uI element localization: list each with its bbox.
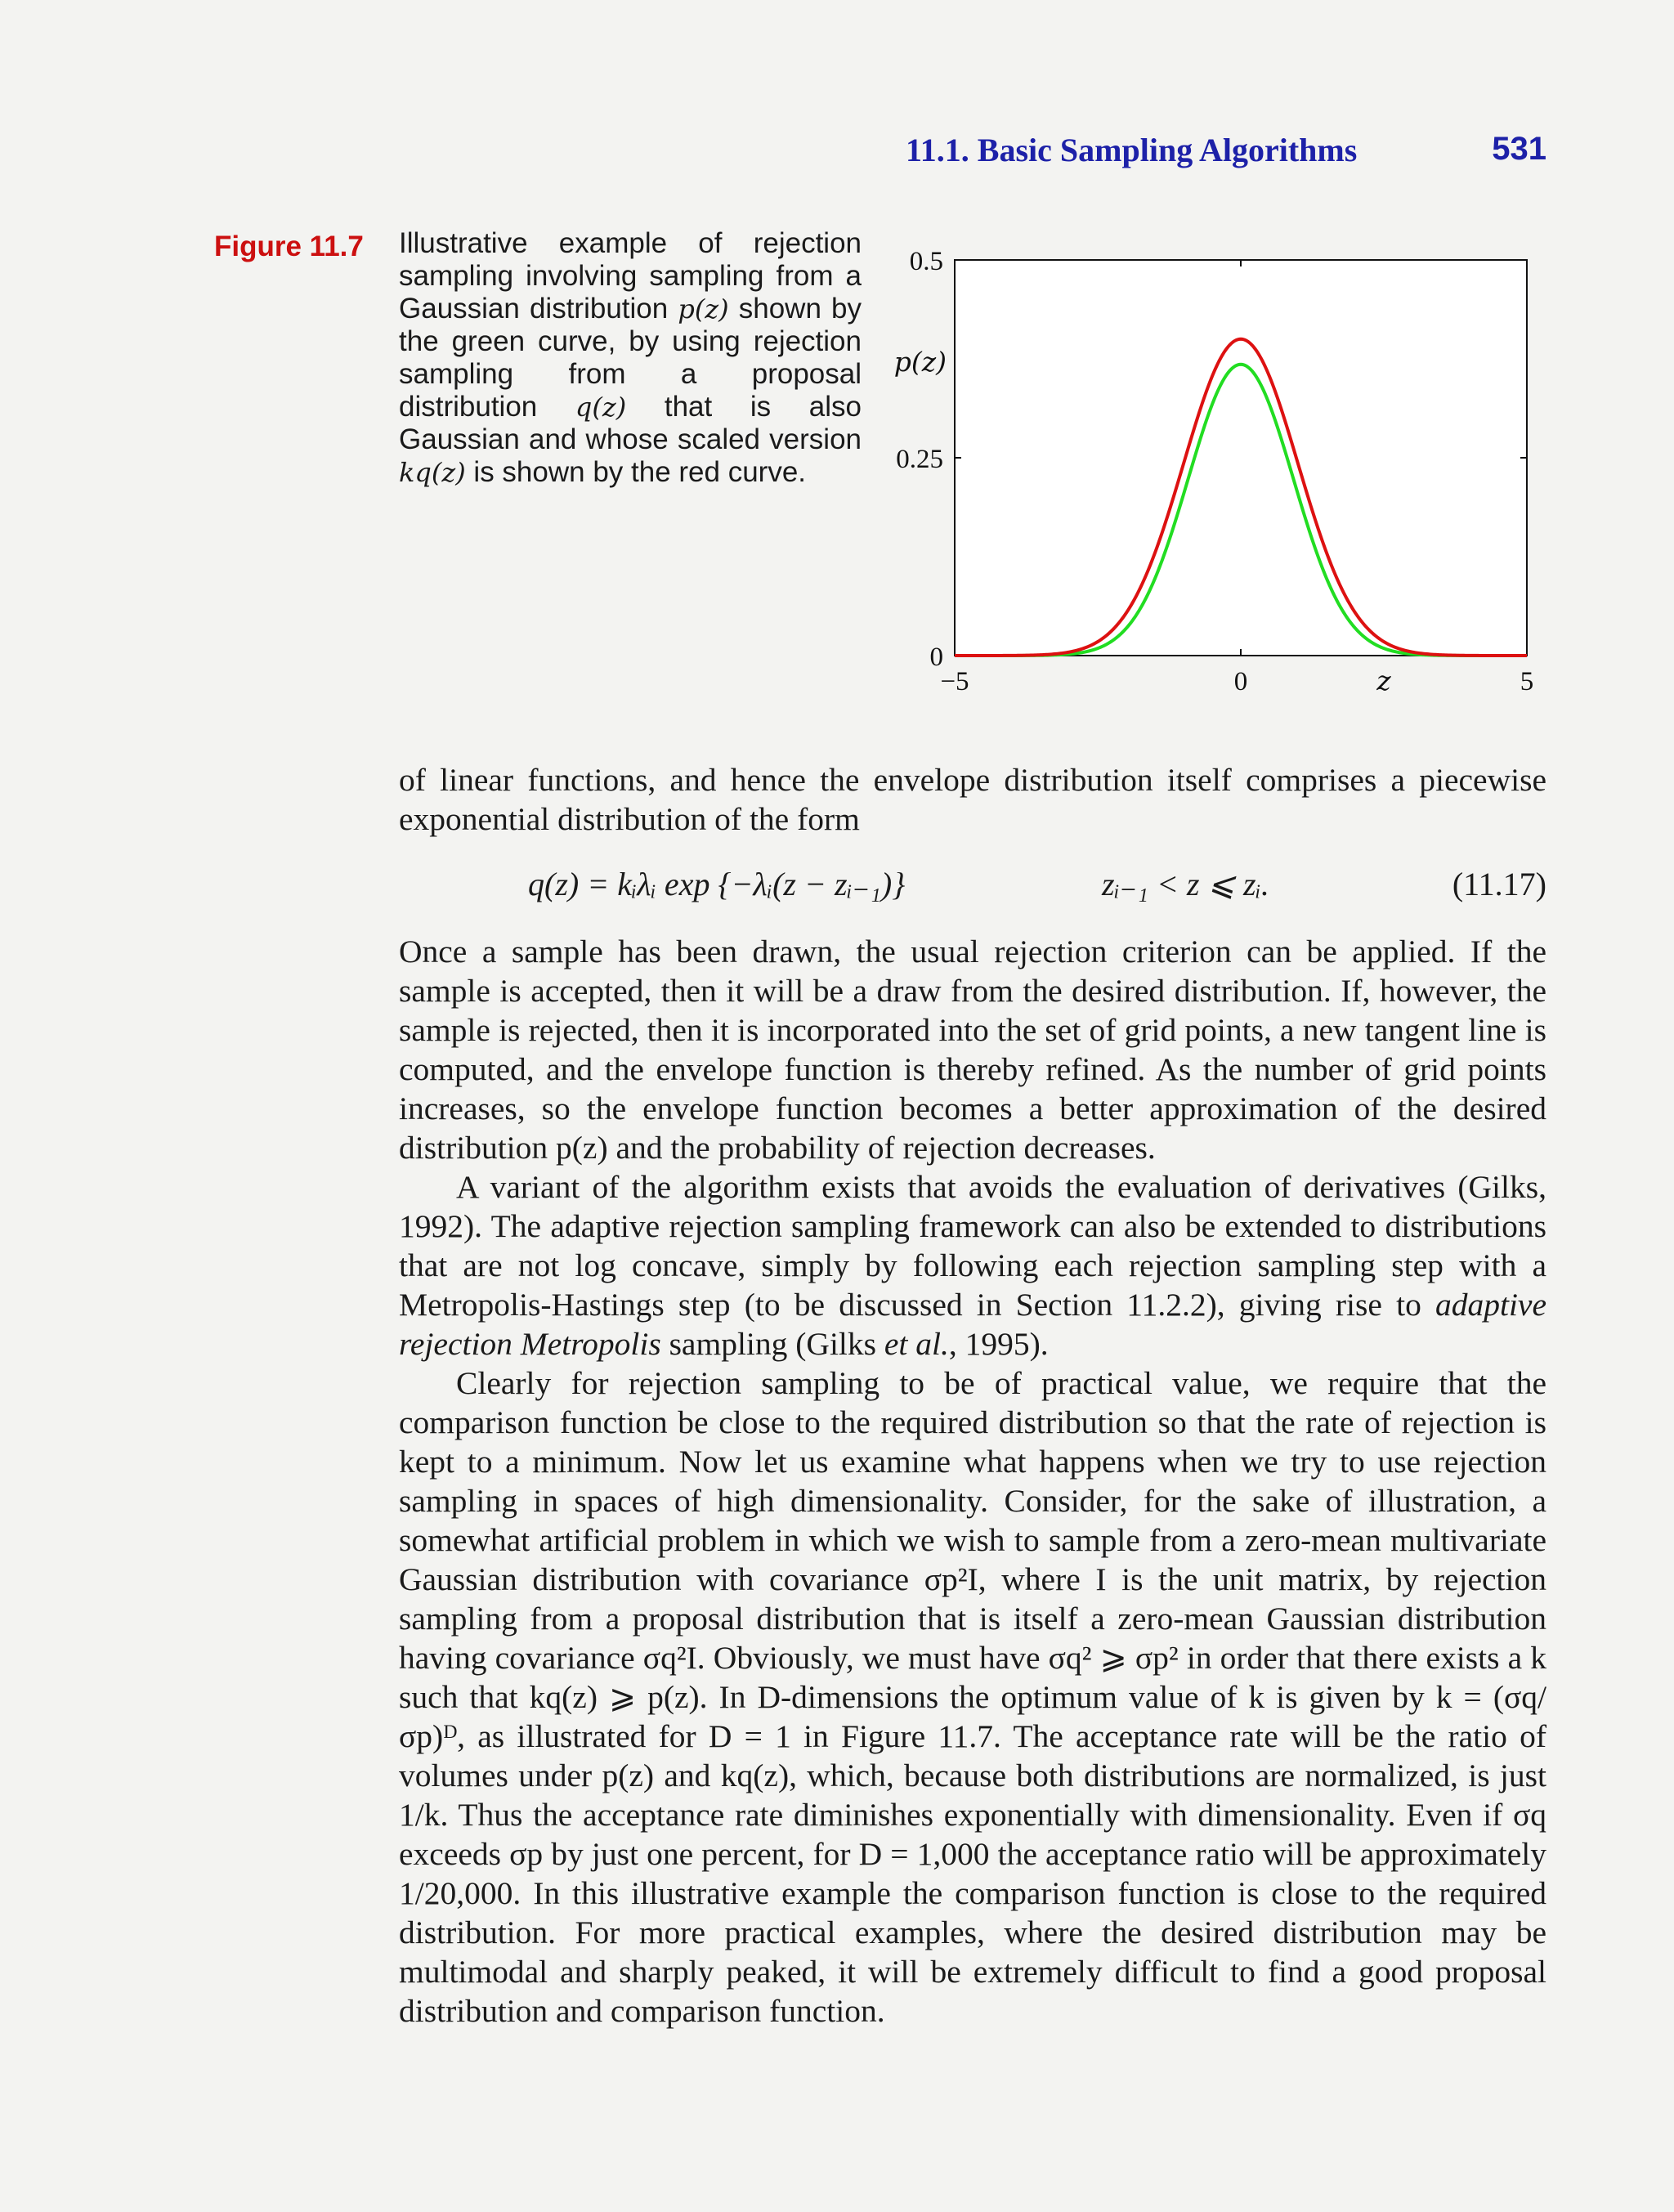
paragraph-3-text-a: A variant of the algorithm exists that avoids the evaluation of derivatives (Gilks, 1992). The adaptive rejection sampling framework can also be extended to distributions that are not log concave, simply by following each rejection sampling step with a Metropolis-Hastings step (to be discussed in Section 11.2.2), giving rise to	[399, 1169, 1546, 1323]
page-number: 531	[1492, 131, 1546, 167]
y-axis-label: p(z)	[893, 345, 947, 378]
x-tick-label: 5	[1520, 667, 1534, 696]
paragraph-1: of linear functions, and hence the envelope distribution itself comprises a piecewise exponential distribution of the form	[399, 762, 1546, 837]
figure-label: Figure 11.7	[214, 231, 364, 262]
caption-math-pz: p(z)	[678, 293, 729, 325]
caption-text-3: that is also Gaussian and whose scaled version	[399, 391, 862, 455]
running-head: 11.1. Basic Sampling Algorithms	[906, 132, 1358, 168]
equation-number: (11.17)	[1452, 866, 1546, 902]
y-tick-label: 0	[929, 643, 943, 672]
paragraph-3-text-b: sampling (Gilks	[660, 1326, 884, 1362]
y-tick-label: 0.5	[909, 247, 943, 276]
x-tick-label: −5	[940, 667, 969, 696]
equation-condition: zᵢ₋₁ < z ⩽ zᵢ.	[1102, 866, 1269, 902]
plot-frame	[955, 260, 1527, 656]
caption-math-qz: q(z)	[575, 392, 627, 423]
x-tick-label: 0	[1233, 667, 1248, 696]
rejection-sampling-chart	[866, 237, 1553, 711]
x-axis-label: z	[1376, 665, 1391, 696]
paragraph-2: Once a sample has been drawn, the usual rejection criterion can be applied. If the sample is accepted, then it will be a draw from the desired distribution. If, however, the sample is rejected, then it is incorporated into the set of grid points, a new tangent line is computed, and the envelope function is thereby refined. As the number of grid points increases, so the envelope function becomes a better approximation of the desired distribution p(z) and the probability of rejection decreases.	[399, 934, 1546, 1166]
caption-text-4: is shown by the red curve.	[465, 456, 807, 488]
caption-text-1: Illustrative example of rejection sampling involving sampling from a Gaussian distribution	[399, 227, 862, 325]
caption-text-2: shown by the green curve, by using rejection sampling from a proposal distribution	[399, 293, 862, 423]
paragraph-4	[399, 1363, 1546, 2031]
y-tick-label: 0.25	[896, 445, 943, 474]
paragraph-3	[399, 1167, 1546, 1363]
paragraph-3-text-c: , 1995).	[948, 1326, 1049, 1362]
equation-11-17	[399, 865, 1546, 906]
figure-caption	[399, 227, 862, 489]
paragraph-3-etal: et al.	[884, 1326, 949, 1362]
paragraph-4-text: Clearly for rejection sampling to be of practical value, we require that the comparison function be close to the required distribution so that the rate of rejection is kept to a minimum. Now let us examine what happens when we try to use rejection sampling in spaces of high dimensionality. Consider, for the sake of illustration, a somewhat artificial problem in which we wish to sample from a zero-mean multivariate Gaussian distribution with covariance σp²I, where I is the unit matrix, by rejection sampling from a proposal distribution that is itself a zero-mean Gaussian distribution having covariance σq²I. Obviously, we must have σq² ⩾ σp² in order that there exists a k such that kq(z) ⩾ p(z). In D-dimensions the optimum value of k is given by k = (σq/σp)ᴰ, as illustrated for D = 1 in Figure 11.7. The acceptance rate will be the ratio of volumes under p(z) and kq(z), which, because both distributions are normalized, is just 1/k. Thus the acceptance rate diminishes exponentially with dimensionality. Even if σq exceeds σp by just one percent, for D = 1,000 the acceptance ratio will be approximately 1/20,000. In this illustrative example the comparison function is close to the required distribution. For more practical examples, where the desired distribution may be multimodal and sharply peaked, it will be extremely difficult to find a good proposal distribution and comparison function.	[399, 1365, 1546, 2029]
equation-lhs: q(z) = kᵢλᵢ exp {−λᵢ(z − zᵢ₋₁)}	[528, 866, 906, 902]
paragraph-3-emphasis: adaptive rejection Metropolis	[399, 1287, 1546, 1362]
caption-math-kqz: kq(z)	[399, 457, 466, 488]
